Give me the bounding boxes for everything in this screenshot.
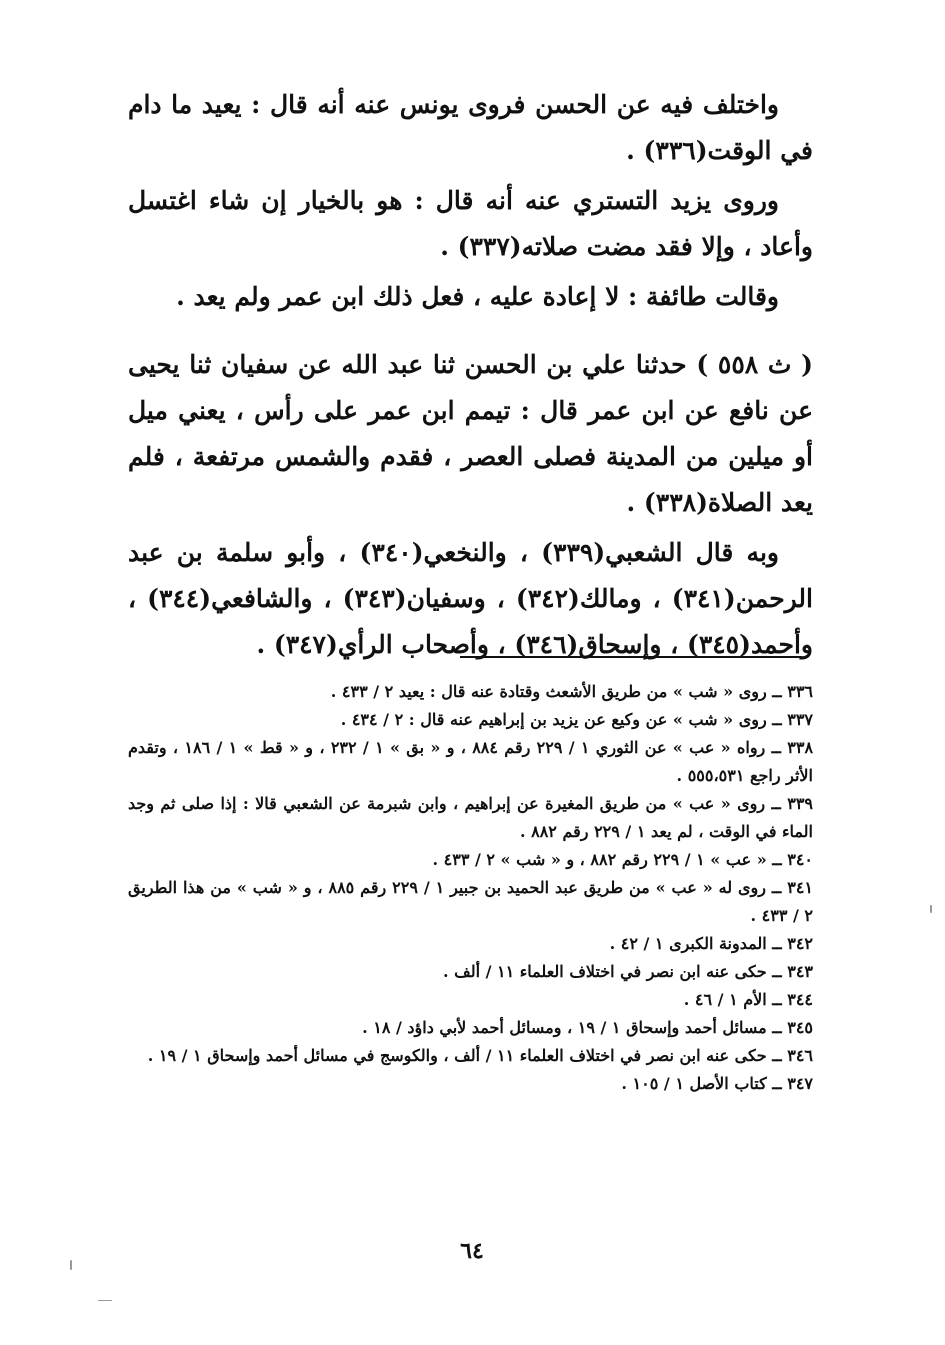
hadith-paragraph: ( ث ٥٥٨ ) حدثنا علي بن الحسن ثنا عبد الله عن سفيان ثنا يحيى عن نافع عن ابن عمر قال : تيمم ابن عمر على رأس ، يعني ميل أو ميلين من المدينة فصلى العصر ، فقدم والشمس مرتفعة ، فلم يعد الصلاة(٣٣٨) . (128, 350, 814, 517)
footnote-divider (460, 656, 802, 658)
footnotes (128, 678, 813, 1098)
footnote: ٣٤٠ ــ « عب » ١ / ٢٢٩ رقم ٨٨٢ ، و « شب » ٢ / ٤٣٣ . (432, 850, 813, 869)
footnote: ٣٤٥ ــ مسائل أحمد وإسحاق ١ / ١٩ ، ومسائل أحمد لأبي داؤد / ١٨ . (362, 1018, 813, 1037)
footnote: ٣٣٧ ــ روى « شب » عن وكيع عن يزيد بن إبراهيم عنه قال : ٢ / ٤٣٤ . (340, 710, 813, 729)
footnote: ٣٤٦ ــ حكى عنه ابن نصر في اختلاف العلماء ١١ / ألف ، والكوسج في مسائل أحمد وإسحاق ١ / ١٩ . (147, 1046, 813, 1065)
scan-speck (98, 1300, 112, 1301)
paragraph: واختلف فيه عن الحسن فروى يونس عنه أنه قال : يعيد ما دام في الوقت(٣٣٦) . (128, 90, 813, 165)
footnote: ٣٤٣ ــ حكى عنه ابن نصر في اختلاف العلماء ١١ / ألف . (442, 962, 813, 981)
footnote: ٣٤٧ ــ كتاب الأصل ١ / ١٠٥ . (621, 1074, 813, 1093)
scan-speck (930, 905, 932, 913)
scan-speck (70, 1260, 72, 1270)
footnote: ٣٣٩ ــ روى « عب » من طريق المغيرة عن إبراهيم ، وابن شبرمة عن الشعبي قالا : إذا صلى ثم وجد الماء في الوقت ، لم يعد ١ / ٢٢٩ رقم ٨٨٢ . (128, 794, 813, 841)
paragraph: وقالت طائفة : لا إعادة عليه ، فعل ذلك ابن عمر ولم يعد . (176, 282, 779, 311)
main-text (128, 82, 813, 668)
footnote: ٣٤١ ــ روى له « عب » من طريق عبد الحميد بن جبير ١ / ٢٢٩ رقم ٨٨٥ ، و « شب » من هذا الطريق ٢ / ٤٣٣ . (128, 878, 814, 925)
footnote: ٣٣٦ ــ روى « شب » من طريق الأشعث وقتادة عنه قال : يعيد ٢ / ٤٣٣ . (330, 682, 813, 701)
footnote: ٣٤٢ ــ المدونة الكبرى ١ / ٤٢ . (609, 934, 813, 953)
page-number: ٦٤ (460, 1238, 484, 1264)
paragraph: وروى يزيد التستري عنه أنه قال : هو بالخيار إن شاء اغتسل وأعاد ، وإلا فقد مضت صلاته(٣٣٧) . (128, 186, 813, 261)
paragraph: وبه قال الشعبي(٣٣٩) ، والنخعي(٣٤٠) ، وأبو سلمة بن عبد الرحمن(٣٤١) ، ومالك(٣٤٢) ، وسفيان(٣٤٣) ، والشافعي(٣٤٤) ، وأحمد(٣٤٥) ، وإسحاق(٣٤٦) ، وأصحاب الرأي(٣٤٧) . (128, 538, 813, 659)
footnote: ٣٤٤ ــ الأم ١ / ٤٦ . (683, 990, 813, 1009)
footnote: ٣٣٨ ــ رواه « عب » عن الثوري ١ / ٢٢٩ رقم ٨٨٤ ، و « بق » ١ / ٢٣٢ ، و « قط » ١ / ١٨٦ ، وتقدم الأثر راجع ٥٥٥،٥٣١ . (128, 738, 814, 785)
